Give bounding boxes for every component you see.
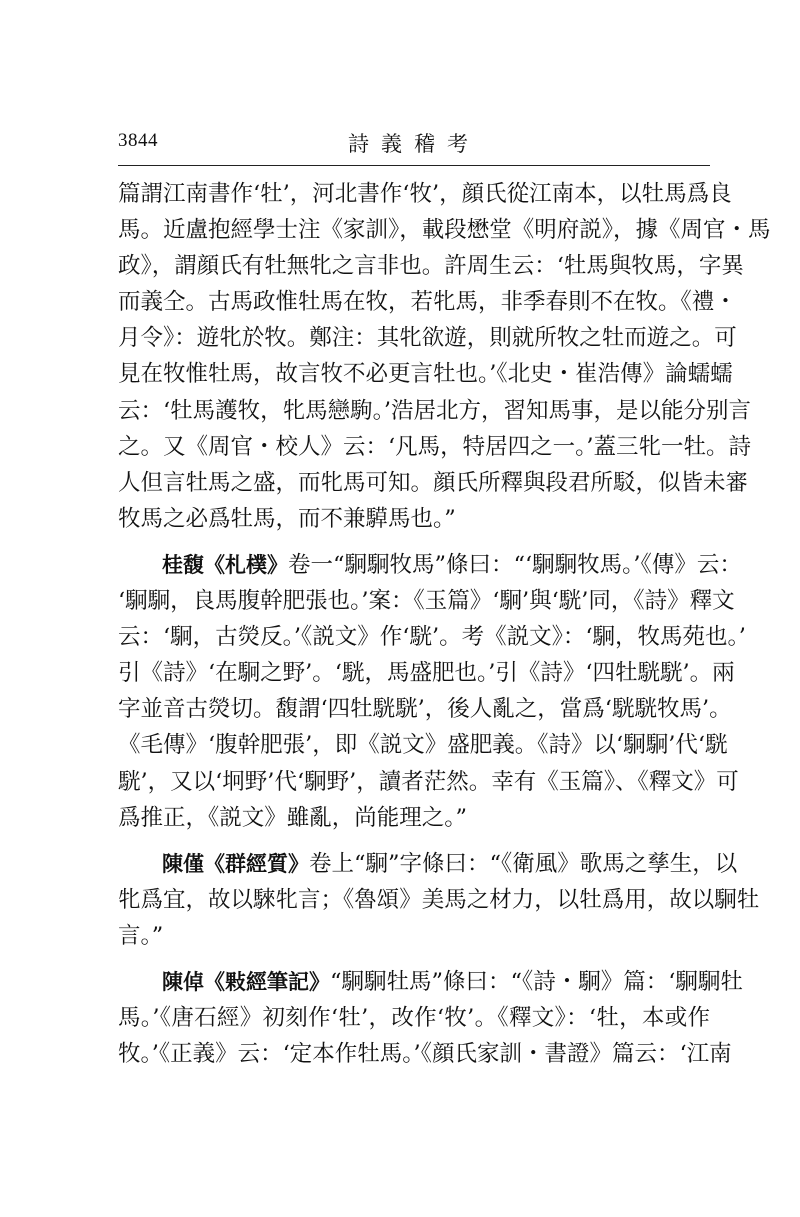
text-line: 馬。’《唐石經》初刻作‘牡’，改作‘牧’。《釋文》：‘牡，本或作 [118, 1005, 710, 1032]
paragraph-3 [118, 846, 760, 954]
text-line: 月令》：遊牝於牧。鄭注：其牝欲遊，則就所牧之牡而遊之。可 [118, 325, 737, 352]
text-line: 而義仝。古馬政惟牡馬在牧，若牝馬，非季春則不在牧。《禮・ [118, 289, 737, 316]
text-line: 見在牧惟牡馬，故言牧不必更言牡也。’《北史・崔浩傳》論蠕蠕 [118, 361, 733, 388]
running-title: 詩義稽考 [348, 132, 480, 156]
text-line: 牧。’《正義》云：‘定本作牡馬。’《顔氏家訓・書證》篇云：‘江南 [118, 1041, 732, 1068]
header-rule [118, 165, 710, 166]
text-line [118, 547, 742, 583]
text-span: 卷一“駉駉牧馬”條曰：“‘駉駉牧馬。’《傳》云： [288, 551, 742, 578]
paragraph-2 [118, 547, 746, 836]
text-line: 駫’，又以‘坰野’代‘駉野’，讀者茫然。幸有《玉篇》、《釋文》可 [118, 768, 739, 795]
text-line [118, 846, 738, 882]
text-line: 言。” [118, 922, 164, 949]
text-line: 云：‘牡馬護牧，牝馬戀駒。’浩居北方，習知馬事，是以能分别言 [118, 397, 752, 424]
text-line [118, 964, 743, 1000]
text-line: 篇謂江南書作‘牡’，河北書作‘牧’，顔氏從江南本，以牡馬爲良 [118, 181, 732, 207]
text-line: 牝爲宜，故以騋牝言；《魯頌》美馬之材力，以牡爲用，故以駉牡 [118, 886, 760, 913]
citation-lead: 陳僅《群經質》 [162, 851, 309, 876]
text-line: 云：‘駉，古熒反。’《説文》作‘駫’。考《説文》：‘駉，牧馬苑也。’ [118, 624, 746, 651]
paragraph-4 [118, 964, 743, 1072]
text-line: 牧馬之必爲牡馬，而不兼騲馬也。” [118, 505, 456, 532]
text-line: 《毛傳》‘腹幹肥張’，即《説文》盛肥義。《詩》以‘駉駉’代‘駫 [118, 732, 728, 759]
paragraph-gap [118, 537, 710, 547]
text-line: 之。又《周官・校人》云：‘凡馬，特居四之一。’蓋三牝一牡。詩 [118, 433, 752, 460]
text-line: 爲推正，《説文》雖亂，尚能理之。” [118, 804, 468, 831]
page-number: 3844 [118, 130, 158, 151]
text-line: ‘駉駉，良馬腹幹肥張也。’案：《玉篇》‘駉’與‘駫’同，《詩》釋文 [118, 588, 735, 615]
paragraph-gap [118, 836, 710, 846]
text-line: 人但言牡馬之盛，而牝馬可知。顔氏所釋與段君所駁，似皆未審 [118, 469, 749, 496]
text-span: 卷上“駉”字條曰：“《衛風》歌馬之孳生，以 [309, 850, 738, 877]
body-text [118, 176, 771, 1072]
citation-lead: 桂馥《札樸》 [162, 552, 288, 577]
text-line: 政》，謂顔氏有牡無牝之言非也。許周生云：‘牡馬與牧馬，字異 [118, 253, 744, 280]
text-line: 字並音古熒切。馥謂‘四牡駫駫’，後人亂之，當爲‘駫駫牧馬’。 [118, 696, 732, 723]
text-line: 馬。近盧抱經學士注《家訓》，載段懋堂《明府説》，據《周官・馬 [118, 217, 771, 244]
text-span: “駉駉牡馬”條曰：“《詩・駉》篇：‘駉駉牡 [330, 968, 743, 995]
paragraph-gap [118, 954, 710, 964]
text-line: 引《詩》‘在駉之野’。‘駫，馬盛肥也。’引《詩》‘四牡駫駫’。兩 [118, 660, 735, 687]
page-header [118, 128, 710, 160]
citation-lead: 陳倬《敤經筆記》 [162, 969, 330, 994]
paragraph-1 [118, 176, 771, 537]
